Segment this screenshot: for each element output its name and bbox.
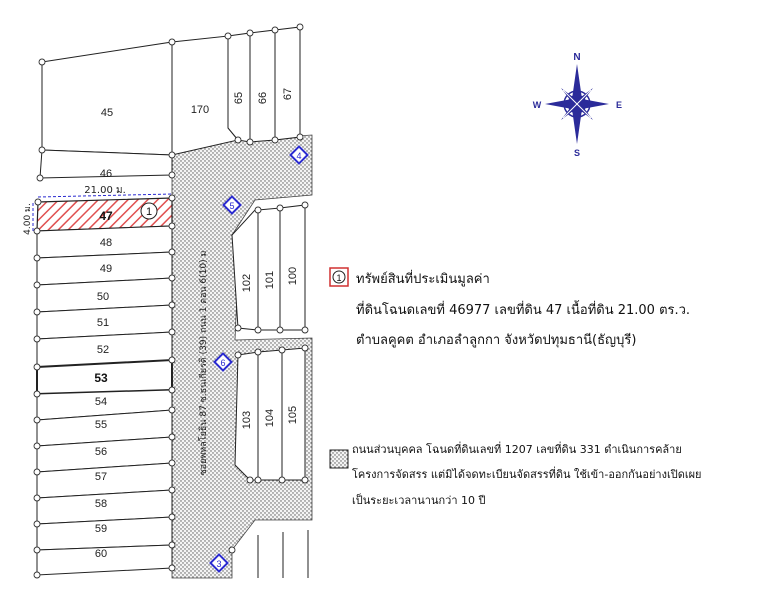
parcel-45 (42, 42, 172, 155)
parcel-57-label: 57 (94, 471, 108, 483)
parcel-67-label: 67 (282, 87, 294, 101)
parcel-102-label: 102 (241, 273, 253, 293)
parcel-100-label: 100 (287, 266, 299, 286)
parcel-51-label: 51 (96, 317, 110, 329)
legend-subject-title: ทรัพย์สินที่ประเมินมูลค่า (356, 272, 490, 287)
parcel-45-label: 45 (100, 107, 114, 119)
parcel-101 (258, 208, 280, 330)
legend-road-line3: เป็นระยะเวลานานกว่า 10 ปี (352, 494, 486, 507)
compass-rose (533, 52, 622, 158)
parcel-170-label: 170 (190, 104, 210, 116)
parcel-66 (250, 30, 275, 142)
legend-subject-line3: ตำบลคูคต อำเภอลำลูกกา จังหวัดปทุมธานี(ธัญบุรี) (356, 333, 637, 348)
parcel-104-label: 104 (264, 408, 276, 428)
subject-marker (141, 203, 157, 219)
legend-road-symbol (330, 450, 348, 468)
parcel-46-label: 46 (99, 168, 113, 180)
marker-3-number: 3 (216, 559, 222, 569)
marker-5-number: 5 (229, 201, 235, 211)
parcel-103-label: 103 (241, 410, 253, 430)
legend-road-line2: โครงการจัดสรร แต่มิได้จดทะเบียนจัดสรรที่ดิน ใช้เข้า-ออกกันอย่างเปิดเผย (352, 468, 702, 481)
legend-subject-line2: ที่ดินโฉนดเลขที่ 46977 เลขที่ดิน 47 เนื้อที่ดิน 21.00 ตร.ว. (356, 303, 691, 318)
marker-4-number: 4 (296, 151, 302, 161)
parcel-47-label: 47 (99, 209, 113, 223)
parcel-105-label: 105 (287, 405, 299, 425)
legend-subject-number: 1 (336, 273, 342, 283)
parcel-67 (275, 27, 300, 140)
parcel-55-label: 55 (94, 419, 108, 431)
parcel-48-label: 48 (99, 237, 113, 249)
parcel-58-label: 58 (94, 498, 108, 510)
parcel-53-label: 53 (94, 371, 108, 385)
dimension-depth-label: 4.00 ม. (23, 203, 33, 235)
legend-road-line1: ถนนส่วนบุคคล โฉนดที่ดินเลขที่ 1207 เลขที่ดิน 331 ดำเนินการคล้าย (352, 443, 682, 456)
compass-s: S (573, 148, 581, 158)
legend-subject-symbol (330, 268, 348, 286)
subject-marker-number: 1 (145, 206, 153, 218)
compass-w: W (532, 100, 542, 110)
parcel-65-label: 65 (233, 91, 245, 105)
parcel-49-label: 49 (99, 263, 113, 275)
parcel-59-label: 59 (94, 523, 108, 535)
parcel-101-label: 101 (264, 270, 276, 290)
parcel-52-label: 52 (96, 344, 110, 356)
marker-6-number: 6 (220, 358, 226, 368)
compass-n: N (573, 52, 581, 63)
parcel-65 (228, 33, 250, 142)
parcel-54-label: 54 (94, 396, 108, 408)
road-label: ซอยพหลโยธิน 87 ซ.ธนเกียรติ (39) ถนน 1 ตอน 6(10) ม (199, 250, 209, 476)
parcel-60-label: 60 (94, 548, 108, 560)
dimension-width-label: 21.00 ม. (84, 185, 126, 196)
parcel-stubs-bottom (258, 530, 308, 578)
parcel-56-label: 56 (94, 446, 108, 458)
parcel-50-label: 50 (96, 291, 110, 303)
compass-e: E (615, 100, 623, 110)
parcel-66-label: 66 (257, 91, 269, 105)
